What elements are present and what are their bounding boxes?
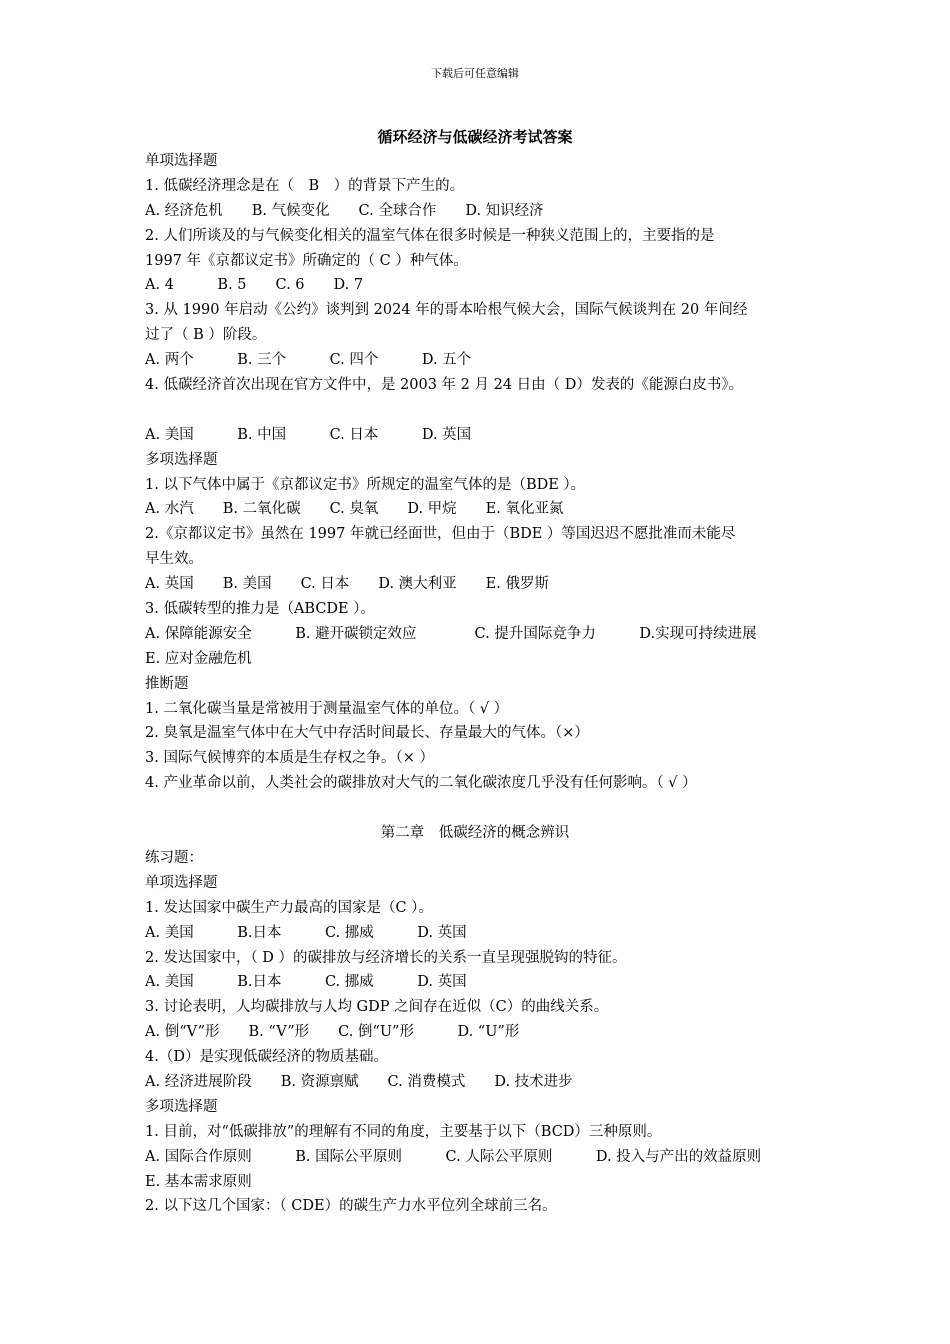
text-line: A. 国际合作原则 B. 国际公平原则 C. 人际公平原则 D. 投入与产出的效益原则: [145, 1148, 762, 1165]
text-line: 早生效。: [145, 551, 203, 568]
text-line: 多项选择题: [145, 451, 218, 468]
text-line: A. 保障能源安全 B. 避开碳锁定效应 C. 提升国际竞争力 D.实现可持续进展: [145, 625, 757, 642]
text-line: 多项选择题: [145, 1098, 218, 1115]
text-line: A. 经济危机 B. 气候变化 C. 全球合作 D. 知识经济: [145, 202, 544, 219]
text-line: 过了（ B ）阶段。: [145, 327, 267, 344]
text-line: 4.（D）是实现低碳经济的物质基础。: [145, 1049, 388, 1066]
section-chapter-two: [145, 846, 825, 1219]
text-line: 2. 以下这几个国家：（ CDE）的碳生产力水平位列全球前三名。: [145, 1198, 557, 1215]
text-line: A. 美国 B. 中国 C. 日本 D. 英国: [145, 426, 472, 443]
text-line: 2. 臭氧是温室气体中在大气中存活时间最长、存量最大的气体。（×）: [145, 725, 589, 742]
text-line: A. 两个 B. 三个 C. 四个 D. 五个: [145, 352, 472, 369]
text-line: 3. 低碳转型的推力是（ABCDE ）。: [145, 601, 376, 618]
document-body: [145, 149, 825, 1219]
text-line: 3. 讨论表明，人均碳排放与人均 GDP 之间存在近似（C）的曲线关系。: [145, 999, 609, 1016]
text-line: E. 基本需求原则: [145, 1173, 252, 1190]
text-line: 2.《京都议定书》虽然在 1997 年就已经面世，但由于（BDE ）等国迟迟不愿批准而未能尽: [145, 526, 736, 543]
section-chapter-one-continued: [145, 423, 825, 796]
text-line: 推断题: [145, 675, 189, 692]
text-line: 1. 发达国家中碳生产力最高的国家是（C ）。: [145, 899, 433, 916]
text-line: A. 经济进展阶段 B. 资源禀赋 C. 消费模式 D. 技术进步: [145, 1073, 573, 1090]
document-title: 循环经济与低碳经济考试答案: [377, 128, 573, 146]
text-line: 单项选择题: [145, 874, 218, 891]
text-line: 1. 低碳经济理念是在（ B ）的背景下产生的。: [145, 177, 465, 194]
text-line: 1. 二氧化碳当量是常被用于测量温室气体的单位。（ √ ）: [145, 700, 509, 717]
text-line: A. 4 B. 5 C. 6 D. 7: [145, 277, 364, 294]
text-line: A. 水汽 B. 二氧化碳 C. 臭氧 D. 甲烷 E. 氧化亚氮: [145, 501, 564, 518]
section-chapter-one: [145, 149, 825, 398]
text-line: 3. 国际气候博弈的本质是生存权之争。（× ）: [145, 750, 434, 767]
text-line: 1. 目前，对“低碳排放”的理解有不同的角度，主要基于以下（BCD）三种原则。: [145, 1123, 662, 1140]
text-line: 4. 产业革命以前，人类社会的碳排放对大气的二氧化碳浓度几乎没有任何影响。（ √ ）: [145, 775, 697, 792]
text-line: 练习题：: [145, 849, 203, 866]
blank-line: [145, 796, 825, 821]
header-note: 下载后可任意编辑: [431, 67, 519, 80]
blank-line: [145, 398, 825, 423]
text-line: 单项选择题: [145, 153, 218, 169]
text-line: 1997 年《京都议定书》所确定的（ C ）种气体。: [145, 252, 468, 269]
text-line: A. 美国 B.日本 C. 挪威 D. 英国: [145, 924, 467, 941]
text-line: 4. 低碳经济首次出现在官方文件中，是 2003 年 2 月 24 日由（ D）发表的《能源白皮书》。: [145, 377, 744, 394]
text-line: 2. 人们所谈及的与气候变化相关的温室气体在很多时候是一种狭义范围上的，主要指的是: [145, 227, 715, 244]
text-line: E. 应对金融危机: [145, 650, 252, 667]
text-line: A. 美国 B.日本 C. 挪威 D. 英国: [145, 974, 467, 991]
text-line: 3. 从 1990 年启动《公约》谈判到 2024 年的哥本哈根气候大会，国际气候谈判在 20 年间经: [145, 302, 748, 319]
text-line: A. 倒“V”形 B. “V”形 C. 倒“U”形 D. “U”形: [145, 1024, 520, 1041]
chapter-title: 第二章 低碳经济的概念辨识: [380, 825, 570, 842]
text-line: A. 英国 B. 美国 C. 日本 D. 澳大利亚 E. 俄罗斯: [145, 576, 549, 593]
text-line: 2. 发达国家中，（ D ）的碳排放与经济增长的关系一直呈现强脱钩的特征。: [145, 949, 627, 966]
text-line: 1. 以下气体中属于《京都议定书》所规定的温室气体的是（BDE ）。: [145, 476, 586, 493]
